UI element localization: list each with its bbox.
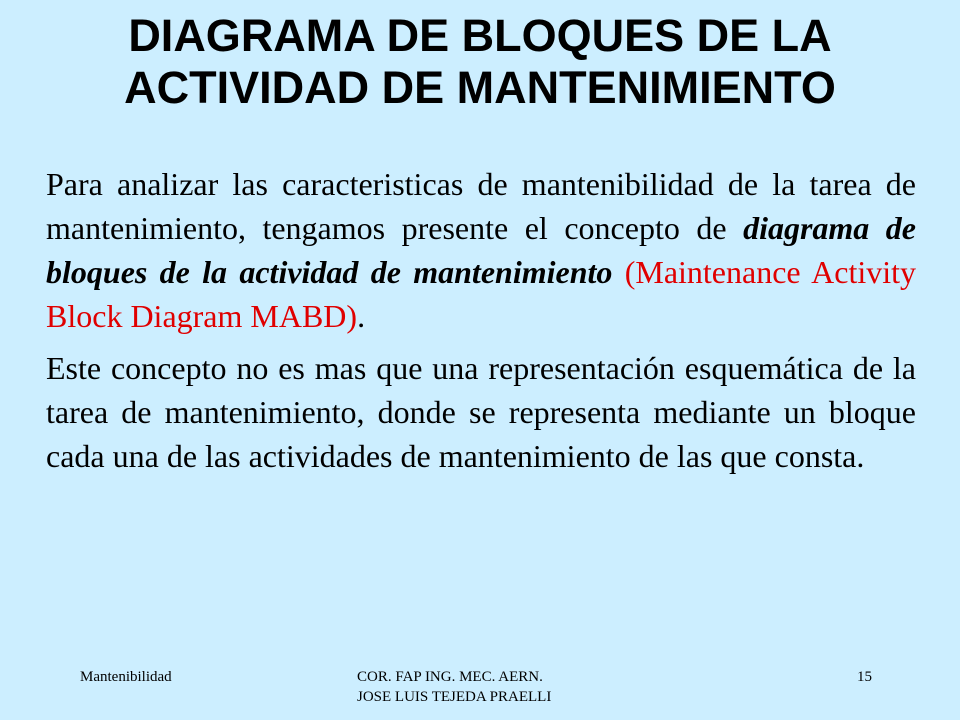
paragraph-1-english-name: (Maintenance Activity Block Diagram MABD) [46, 254, 917, 334]
footer-subject: Mantenibilidad [80, 669, 172, 685]
paragraph-2: Este concepto no es mas que una representación esquemática de la tarea de mantenimiento, donde se representa mediante un bloque cada una de las actividades de mantenimiento de las que consta. [46, 350, 916, 474]
slide-title: DIAGRAMA DE BLOQUES DE LA ACTIVIDAD DE MANTENIMIENTO [124, 10, 836, 113]
paragraph-1 [46, 162, 916, 338]
paragraph-1-intro: Para analizar las caracteristicas de mantenibilidad de la tarea de mantenimiento, tengamos presente el concepto de [46, 166, 916, 246]
paragraph-1-gap [612, 254, 624, 290]
paragraph-1-end: . [357, 298, 366, 334]
footer-author [357, 667, 657, 707]
footer-author-line-1: COR. FAP ING. MEC. AERN. [357, 669, 543, 685]
paragraph-1-term: diagrama de bloques de la actividad de mantenimiento [46, 210, 917, 290]
page-number: 15 [857, 669, 872, 685]
footer-author-line-2: JOSE LUIS TEJEDA PRAELLI [357, 689, 552, 705]
slide-body [46, 162, 916, 478]
